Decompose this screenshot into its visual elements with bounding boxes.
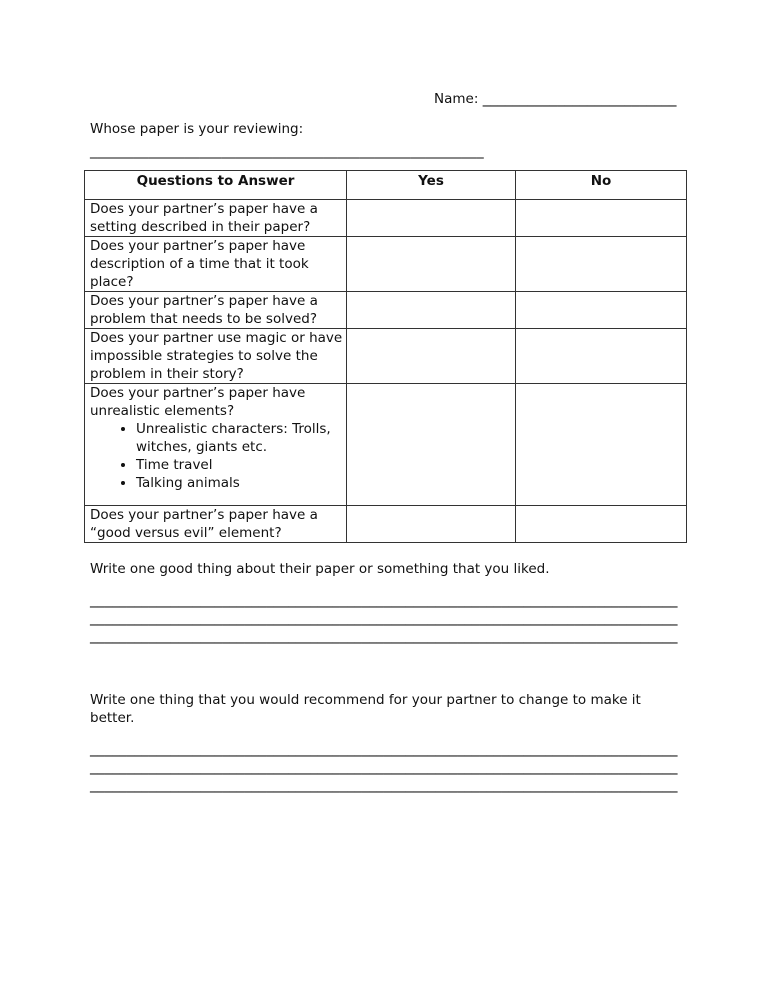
good-thing-line[interactable]: ________________________________________________________________________________ — [90, 591, 678, 608]
question-text: Does your partner’s paper have unrealistic elements? — [90, 385, 306, 419]
table-row — [85, 237, 687, 292]
header-questions: Questions to Answer — [85, 171, 347, 200]
recommend-line[interactable]: ________________________________________________________________________________ — [90, 740, 678, 757]
yes-cell[interactable] — [347, 200, 516, 237]
good-thing-line[interactable]: ________________________________________________________________________________ — [90, 627, 678, 644]
yes-cell[interactable] — [347, 237, 516, 292]
no-cell[interactable] — [516, 384, 687, 506]
no-cell[interactable] — [516, 200, 687, 237]
no-cell[interactable] — [516, 329, 687, 384]
header-yes: Yes — [347, 171, 516, 200]
table-row — [85, 200, 687, 237]
good-thing-line[interactable]: ________________________________________________________________________________ — [90, 609, 678, 626]
list-item: • Time travel — [136, 456, 346, 474]
table-row — [85, 329, 687, 384]
question-cell: Does your partner’s paper have a setting described in their paper? — [85, 200, 347, 237]
name-label: Name: — [434, 91, 479, 107]
recommend-prompt: Write one thing that you would recommend for your partner to change to make it better. — [90, 692, 641, 726]
good-thing-prompt: Write one good thing about their paper or something that you liked. — [90, 561, 550, 577]
list-item: • Talking animals — [136, 474, 346, 492]
reviewing-blank[interactable]: ______________________________________________________ — [90, 142, 484, 159]
no-cell[interactable] — [516, 237, 687, 292]
table-header-row — [85, 171, 687, 200]
header-no: No — [516, 171, 687, 200]
question-cell — [85, 384, 347, 506]
list-item: • Unrealistic characters: Trolls, witches, giants etc. — [136, 420, 346, 456]
table-row — [85, 292, 687, 329]
recommend-line[interactable]: ________________________________________________________________________________ — [90, 776, 678, 793]
yes-cell[interactable] — [347, 384, 516, 506]
elements-list — [90, 420, 346, 492]
yes-cell[interactable] — [347, 292, 516, 329]
name-field[interactable] — [434, 89, 676, 108]
recommend-line[interactable]: ________________________________________________________________________________ — [90, 758, 678, 775]
question-cell: Does your partner use magic or have impossible strategies to solve the problem in their story? — [85, 329, 347, 384]
table-row — [85, 384, 687, 506]
name-blank[interactable]: __________________________ — [482, 89, 677, 107]
reviewing-prompt: Whose paper is your reviewing: — [90, 121, 304, 137]
table-row — [85, 506, 687, 543]
no-cell[interactable] — [516, 506, 687, 543]
question-cell: Does your partner’s paper have a problem that needs to be solved? — [85, 292, 347, 329]
no-cell[interactable] — [516, 292, 687, 329]
question-cell: Does your partner’s paper have description of a time that it took place? — [85, 237, 347, 292]
question-cell: Does your partner’s paper have a “good versus evil” element? — [85, 506, 347, 543]
yes-cell[interactable] — [347, 506, 516, 543]
yes-cell[interactable] — [347, 329, 516, 384]
questions-table — [84, 170, 687, 543]
